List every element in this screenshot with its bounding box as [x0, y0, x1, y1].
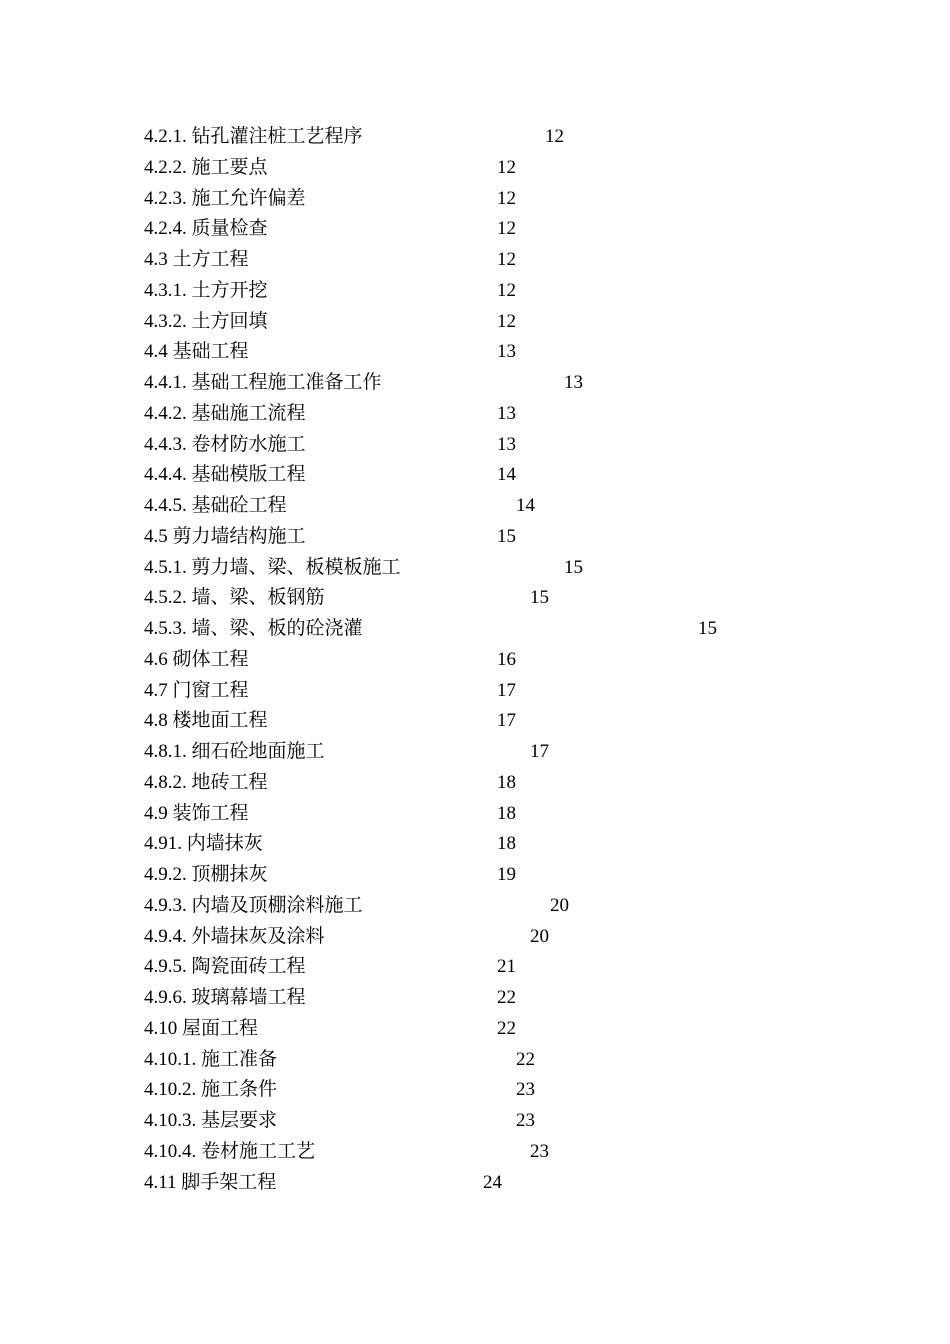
toc-entry[interactable] — [144, 122, 844, 152]
toc-entry-page-number: 12 — [497, 187, 516, 209]
toc-entry[interactable] — [144, 245, 844, 275]
toc-entry-page-number: 13 — [497, 402, 516, 424]
toc-entry[interactable] — [144, 1106, 844, 1136]
toc-entry[interactable] — [144, 645, 844, 675]
toc-entry-title: 4.2.4. 质量检查 — [144, 218, 268, 240]
toc-entry-page-number: 16 — [497, 648, 516, 670]
toc-entry-page-number: 23 — [530, 1140, 549, 1162]
toc-entry[interactable] — [144, 1045, 844, 1075]
toc-entry-page-number: 12 — [497, 218, 516, 240]
toc-entry-page-number: 13 — [564, 372, 583, 393]
toc-entry[interactable] — [144, 737, 844, 767]
toc-entry-page-number: 15 — [530, 587, 549, 609]
toc-entry[interactable] — [144, 922, 844, 952]
toc-entry[interactable] — [144, 553, 844, 583]
toc-entry-title: 4.8.2. 地砖工程 — [144, 771, 268, 793]
toc-entry-page-number: 12 — [497, 249, 516, 270]
toc-entry-title: 4.10.3. 基层要求 — [144, 1110, 278, 1131]
toc-entry[interactable] — [144, 583, 844, 613]
toc-entry-title: 4.9.3. 内墙及顶棚涂料施工 — [144, 894, 363, 916]
toc-entry[interactable] — [144, 1075, 844, 1105]
toc-entry-title: 4.4.5. 基础砼工程 — [144, 495, 287, 516]
toc-entry-page-number: 22 — [516, 1048, 535, 1070]
toc-entry[interactable] — [144, 153, 844, 183]
toc-entry-page-number: 19 — [497, 864, 516, 885]
toc-entry-page-number: 23 — [516, 1079, 535, 1101]
toc-entry[interactable] — [144, 184, 844, 214]
toc-entry-title: 4.9.4. 外墙抹灰及涂料 — [144, 925, 325, 947]
toc-entry-title: 4.9 装饰工程 — [144, 802, 249, 824]
toc-entry-page-number: 22 — [497, 987, 516, 1008]
toc-entry[interactable] — [144, 399, 844, 429]
toc-entry-page-number: 17 — [497, 710, 516, 732]
toc-entry-title: 4.91. 内墙抹灰 — [144, 833, 263, 855]
toc-entry[interactable] — [144, 1137, 844, 1167]
toc-entry[interactable] — [144, 276, 844, 306]
toc-entry[interactable] — [144, 214, 844, 244]
toc-entry-title: 4.2.3. 施工允许偏差 — [144, 187, 306, 209]
toc-entry[interactable] — [144, 614, 844, 644]
toc-entry[interactable] — [144, 307, 844, 337]
toc-entry-page-number: 22 — [497, 1017, 516, 1039]
toc-entry[interactable] — [144, 768, 844, 798]
toc-entry-title: 4.2.2. 施工要点 — [144, 156, 268, 178]
toc-entry[interactable] — [144, 491, 844, 521]
toc-entry-title: 4.5.3. 墙、梁、板的砼浇灌 — [144, 618, 363, 639]
toc-entry-page-number: 12 — [545, 126, 564, 147]
toc-entry[interactable] — [144, 460, 844, 490]
toc-entry-title: 4.6 砌体工程 — [144, 648, 249, 670]
toc-entry-title: 4.7 门窗工程 — [144, 679, 249, 701]
toc-entry-title: 4.5.1. 剪力墙、梁、板模板施工 — [144, 556, 401, 578]
toc-entry-page-number: 15 — [698, 618, 717, 639]
toc-entry-title: 4.8.1. 细石砼地面施工 — [144, 741, 325, 762]
toc-entry-page-number: 14 — [497, 464, 516, 486]
toc-entry-page-number: 17 — [497, 679, 516, 701]
toc-entry[interactable] — [144, 891, 844, 921]
toc-entry-page-number: 13 — [497, 341, 516, 363]
toc-entry-title: 4.3.1. 土方开挖 — [144, 279, 268, 301]
toc-entry-page-number: 15 — [497, 525, 516, 547]
toc-entry-title: 4.3 土方工程 — [144, 249, 249, 270]
toc-entry[interactable] — [144, 952, 844, 982]
toc-entry[interactable] — [144, 430, 844, 460]
toc-entry-page-number: 12 — [497, 279, 516, 301]
toc-entry-title: 4.10.4. 卷材施工工艺 — [144, 1140, 316, 1162]
toc-entry[interactable] — [144, 829, 844, 859]
toc-entry-page-number: 18 — [497, 833, 516, 855]
toc-entry-page-number: 17 — [530, 741, 549, 762]
toc-entry-title: 4.9.2. 顶棚抹灰 — [144, 864, 268, 885]
toc-entry-title: 4.10 屋面工程 — [144, 1017, 259, 1039]
toc-entry-page-number: 20 — [550, 894, 569, 916]
toc-entry-page-number: 13 — [497, 433, 516, 455]
toc-entry[interactable] — [144, 706, 844, 736]
toc-entry-page-number: 21 — [497, 956, 516, 978]
toc-entry-title: 4.5 剪力墙结构施工 — [144, 525, 306, 547]
toc-entry-page-number: 15 — [564, 556, 583, 578]
toc-entry-title: 4.8 楼地面工程 — [144, 710, 268, 732]
toc-entry-page-number: 23 — [516, 1110, 535, 1131]
toc-entry[interactable] — [144, 676, 844, 706]
toc-entry-title: 4.4.4. 基础模版工程 — [144, 464, 306, 486]
toc-entry[interactable] — [144, 337, 844, 367]
toc-entry-page-number: 14 — [516, 495, 535, 516]
toc-entry-title: 4.3.2. 土方回填 — [144, 310, 268, 332]
toc-entry[interactable] — [144, 522, 844, 552]
toc-entry-title: 4.9.6. 玻璃幕墙工程 — [144, 987, 306, 1008]
toc-entry-page-number: 18 — [497, 771, 516, 793]
toc-entry-title: 4.4.1. 基础工程施工准备工作 — [144, 372, 382, 393]
toc-entry[interactable] — [144, 1168, 844, 1198]
toc-entry-title: 4.10.1. 施工准备 — [144, 1048, 278, 1070]
toc-entry-page-number: 20 — [530, 925, 549, 947]
toc-entry[interactable] — [144, 983, 844, 1013]
toc-entry-title: 4.4.3. 卷材防水施工 — [144, 433, 306, 455]
toc-entry-title: 4.5.2. 墙、梁、板钢筋 — [144, 587, 325, 609]
toc-entry-title: 4.4.2. 基础施工流程 — [144, 402, 306, 424]
toc-entry-page-number: 18 — [497, 802, 516, 824]
toc-entry[interactable] — [144, 368, 844, 398]
toc-entry-title: 4.4 基础工程 — [144, 341, 249, 363]
toc-entry-title: 4.2.1. 钻孔灌注桩工艺程序 — [144, 126, 363, 147]
toc-entry-title: 4.10.2. 施工条件 — [144, 1079, 278, 1101]
toc-entry-page-number: 24 — [483, 1171, 502, 1193]
toc-entry-page-number: 12 — [497, 310, 516, 332]
toc-entry[interactable] — [144, 1014, 844, 1044]
toc-entry[interactable] — [144, 799, 844, 829]
toc-entry[interactable] — [144, 860, 844, 890]
toc-entry-page-number: 12 — [497, 156, 516, 178]
toc-entry-title: 4.9.5. 陶瓷面砖工程 — [144, 956, 306, 978]
toc-entry-title: 4.11 脚手架工程 — [144, 1171, 277, 1193]
